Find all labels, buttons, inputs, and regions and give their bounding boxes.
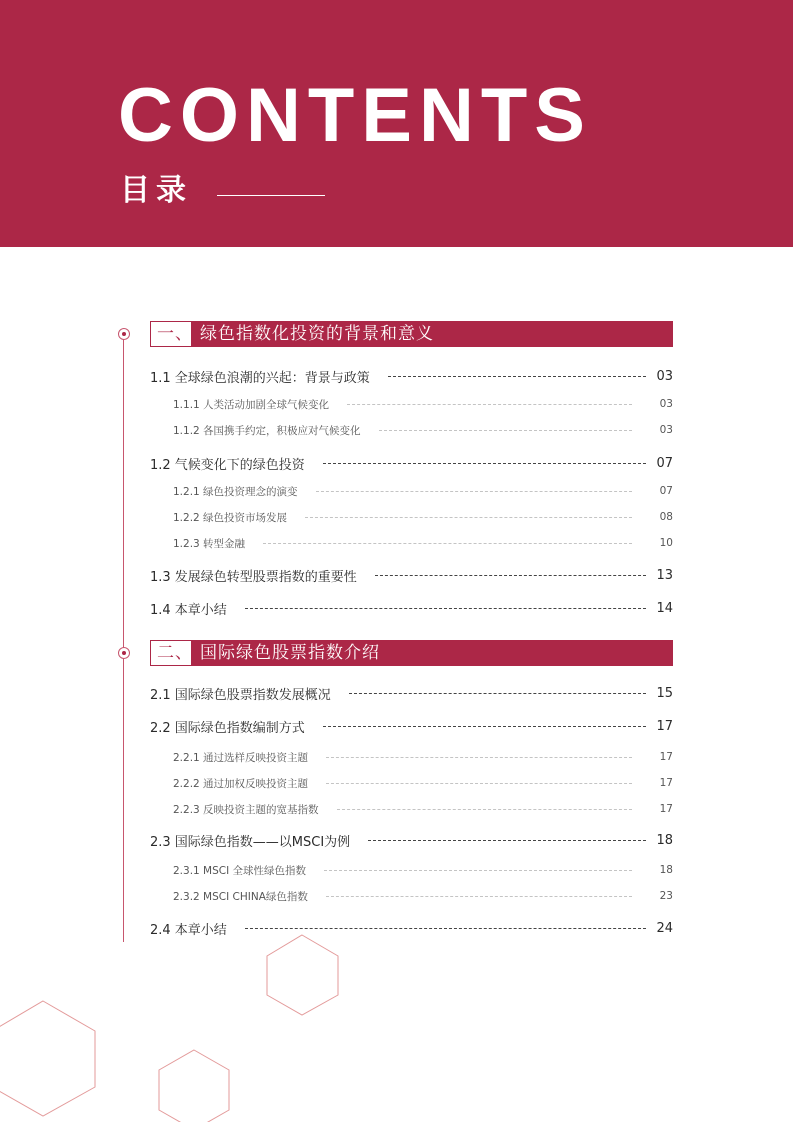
toc-entry-label: 2.2.3 反映投资主题的宽基指数 [173,803,319,816]
toc-entry-label: 2.3 国际绿色指数——以MSCI为例 [150,834,351,850]
toc-entry-label: 1.1.2 各国携手约定，积极应对气候变化 [173,424,361,437]
toc-entry-label: 1.3 发展绿色转型股票指数的重要性 [150,569,357,585]
toc-page-number: 08 [659,511,673,523]
toc-page-number: 07 [659,485,673,497]
toc-page-number: 24 [656,920,673,936]
toc-entry-label: 2.3.1 MSCI 全球性绿色指数 [173,864,307,877]
section-2-title: 国际绿色股票指数介绍 [200,643,380,663]
toc-entry-label: 1.2 气候变化下的绿色投资 [150,457,305,473]
toc-page-number: 15 [656,685,673,701]
toc-entry-label: 1.2.2 绿色投资市场发展 [173,511,288,524]
toc-entry-label: 2.2.1 通过选样反映投资主题 [173,751,309,764]
toc-entry-label: 1.2.1 绿色投资理念的演变 [173,485,298,498]
page-title: CONTENTS [118,73,592,158]
toc-entry-label: 1.1 全球绿色浪潮的兴起：背景与政策 [150,370,370,386]
toc-page-number: 17 [659,751,673,763]
toc-entry-label: 1.1.1 人类活动加剧全球气候变化 [173,398,330,411]
toc-page-number: 14 [656,600,673,616]
toc-entry-label: 2.4 本章小结 [150,922,227,938]
toc-entry-label: 2.2 国际绿色指数编制方式 [150,720,305,736]
toc-page-number: 18 [659,864,673,876]
toc-page-number: 18 [656,832,673,848]
section-2-number: 二、 [150,640,192,666]
toc-entry-label: 1.2.3 转型金融 [173,537,246,550]
hexagon-shape [159,1050,229,1122]
toc-page-number: 07 [656,455,673,471]
section-1-number: 一、 [150,321,192,347]
toc-entry-label: 2.1 国际绿色股票指数发展概况 [150,687,331,703]
toc-page-number: 13 [656,567,673,583]
hexagon-shape [267,935,338,1015]
toc-page-number: 17 [656,718,673,734]
hexagon-shape [0,1001,95,1116]
toc-entry-label: 2.3.2 MSCI CHINA绿色指数 [173,890,308,903]
toc-page-number: 17 [659,803,673,815]
toc-page-number: 03 [656,368,673,384]
toc-entry-label: 1.4 本章小结 [150,602,227,618]
page-subtitle: 目录 [120,173,192,208]
section-1-title: 绿色指数化投资的背景和意义 [200,324,434,344]
toc-entry-label: 2.2.2 通过加权反映投资主题 [173,777,309,790]
toc-page-number: 17 [659,777,673,789]
toc-page-number: 10 [659,537,673,549]
toc-page-number: 23 [659,890,673,902]
toc-page-number: 03 [659,424,673,436]
toc-page-number: 03 [659,398,673,410]
